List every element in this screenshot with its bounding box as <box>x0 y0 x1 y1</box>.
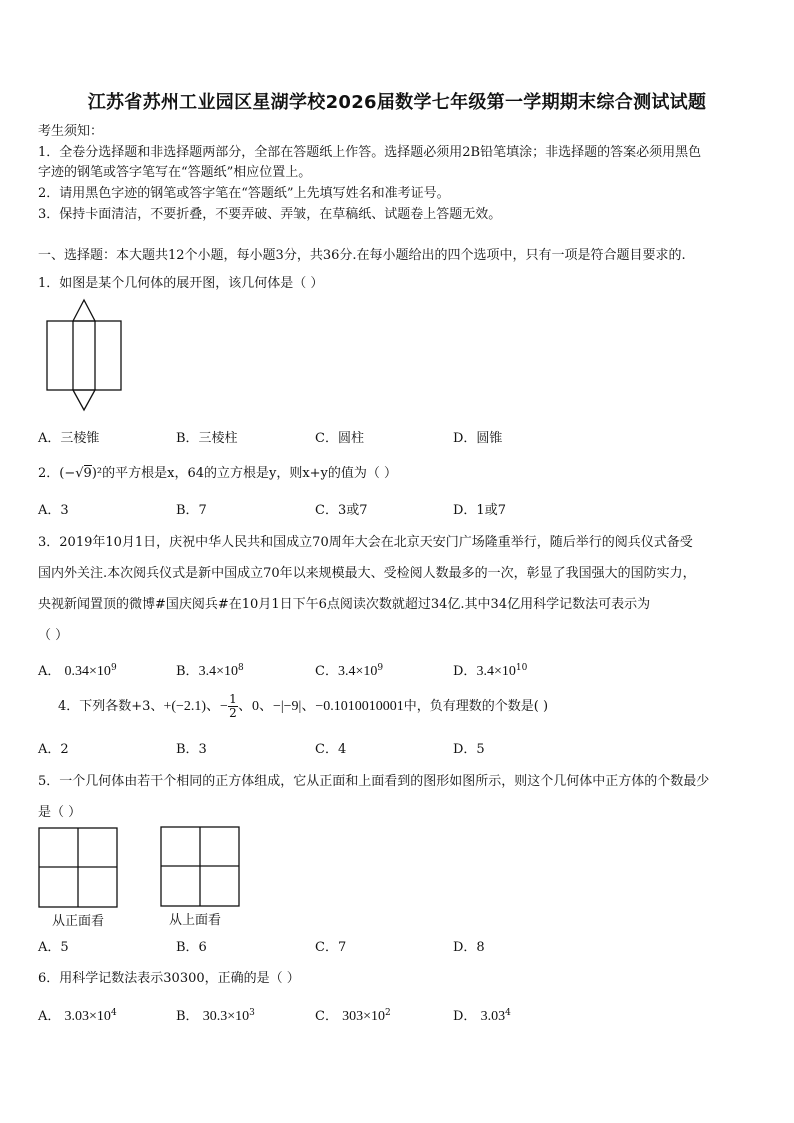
section-heading: 一、选择题：本大题共12个小题，每小题3分，共36分.在每小题给出的四个选项中，只有一项是符合题目要求的. <box>38 248 686 263</box>
q4-prefix: 4．下列各数+3、 <box>58 699 164 714</box>
question-6-stem: 6．用科学记数法表示30300，正确的是（ ） <box>38 971 300 986</box>
fraction <box>228 693 238 720</box>
q4-option-a: A．2 <box>38 742 69 757</box>
q6-option-d-exp: 4 <box>505 1008 511 1018</box>
q3-option-a-label: A． <box>38 664 61 679</box>
q6-option-a-exp: 4 <box>110 1008 117 1018</box>
q3-option-b <box>176 660 244 680</box>
question-3-line: 央视新闻置顶的微博#国庆阅兵#在10月1日下午6点阅读次数就超过34亿.其中34亿用科学记数法可表示为 <box>38 597 651 612</box>
top-view-caption: 从上面看 <box>169 913 222 928</box>
q4-option-d: D．5 <box>453 742 485 757</box>
q2-radicand: 9 <box>83 466 92 481</box>
q6-option-d-base: 3.03 <box>480 1009 506 1024</box>
prism-net-figure <box>44 298 124 413</box>
question-5-line: 是（ ） <box>38 805 82 820</box>
question-1-stem: 1．如图是某个几何体的展开图，该几何体是（ ） <box>38 276 324 291</box>
q3-option-d-exp: 10 <box>515 663 528 673</box>
q6-option-c-exp: 2 <box>385 1008 391 1018</box>
q2-option-a: A．3 <box>38 503 69 518</box>
front-view-caption: 从正面看 <box>52 914 105 929</box>
question-4-stem <box>58 693 548 720</box>
q6-option-d-label: D． <box>453 1009 477 1024</box>
q3-option-d-base: 3.4×10 <box>476 664 516 679</box>
question-3-line: （ ） <box>38 628 69 643</box>
q2-option-d: D．1或7 <box>453 503 506 518</box>
question-5-line: 5．一个几何体由若干个相同的正方体组成，它从正面和上面看到的图形如图所示，则这个几何体中正方体的个数最少 <box>38 774 710 789</box>
q6-option-b-label: B． <box>176 1009 199 1024</box>
q5-option-d: D．8 <box>453 940 485 955</box>
q2-option-c: C．3或7 <box>315 503 368 518</box>
q3-option-c-exp: 9 <box>377 663 384 673</box>
fraction-denominator: 2 <box>229 706 237 720</box>
q3-option-a <box>38 660 117 680</box>
page-title: 江苏省苏州工业园区星湖学校2026届数学七年级第一学期期末综合测试试题 <box>87 92 707 113</box>
notice-item: 3．保持卡面清洁，不要折叠，不要弄破、弄皱，在草稿纸、试题卷上答题无效。 <box>38 207 502 222</box>
question-2-stem <box>38 462 397 481</box>
q2-minus: − <box>64 466 76 481</box>
q4-term-b: 、0、−|−9|、−0.1010010001 <box>237 699 404 714</box>
q6-option-a-label: A． <box>38 1009 61 1024</box>
q3-option-b-exp: 8 <box>237 663 244 673</box>
top-view-grid <box>160 826 240 907</box>
front-view-grid <box>38 827 118 908</box>
q1-option-a: A．三棱锥 <box>38 431 100 446</box>
q6-option-c-base: 303×10 <box>342 1009 385 1024</box>
q3-option-a-base: 0.34×10 <box>64 664 111 679</box>
q3-option-c <box>315 660 383 680</box>
notice-item: 2．请用黑色字迹的钢笔或答字笔在“答题纸”上先填写姓名和准考证号。 <box>38 186 450 201</box>
sqrt-icon: √ <box>75 466 84 481</box>
q5-option-c: C．7 <box>315 940 347 955</box>
question-3-line: 3．2019年10月1日，庆祝中华人民共和国成立70周年大会在北京天安门广场隆重举行，随后举行的阅兵仪式备受 <box>38 535 693 550</box>
q6-option-b-base: 30.3×10 <box>202 1009 250 1024</box>
q3-option-b-base: 3.4×10 <box>198 664 238 679</box>
q4-option-b: B．3 <box>176 742 207 757</box>
q6-option-c <box>315 1005 391 1025</box>
q6-option-c-label: C． <box>315 1009 338 1024</box>
q6-option-b-exp: 3 <box>249 1008 255 1018</box>
q3-option-d <box>453 660 527 680</box>
q2-option-b: B．7 <box>176 503 207 518</box>
q3-option-a-exp: 9 <box>110 663 117 673</box>
q1-option-c: C．圆柱 <box>315 431 364 446</box>
q3-option-b-label: B． <box>176 664 199 679</box>
fraction-numerator: 1 <box>229 692 237 706</box>
q6-option-b <box>176 1005 255 1025</box>
question-3-line: 国内外关注.本次阅兵仪式是新中国成立70年以来规模最大、受检阅人数最多的一次，彰显了我国强大的国防实力， <box>38 566 696 581</box>
q1-option-d: D．圆锥 <box>453 431 503 446</box>
q1-option-b: B．三棱柱 <box>176 431 238 446</box>
q6-option-d <box>453 1005 511 1025</box>
q5-option-a: A．5 <box>38 940 69 955</box>
q2-prefix: 2．( <box>38 466 65 481</box>
notice-item: 字迹的钢笔或答字笔写在“答题纸”相应位置上。 <box>38 165 312 180</box>
q3-option-c-label: C． <box>315 664 338 679</box>
q2-suffix: )²的平方根是x，64的立方根是y，则x+y的值为（ ） <box>91 466 398 481</box>
notice-item: 1．全卷分选择题和非选择题两部分，全部在答题纸上作答。选择题必须用2B铅笔填涂；非选择题的答案必须用黑色 <box>38 145 702 160</box>
notice-heading: 考生须知： <box>38 124 104 139</box>
q5-option-b: B．6 <box>176 940 207 955</box>
q3-option-c-base: 3.4×10 <box>337 664 378 679</box>
q4-term-a: +(−2.1)、− <box>163 699 228 714</box>
q3-option-d-label: D． <box>453 664 477 679</box>
q6-option-a <box>38 1005 117 1025</box>
q4-suffix: 中，负有理数的个数是( ) <box>403 699 549 714</box>
q4-option-c: C．4 <box>315 742 347 757</box>
q6-option-a-base: 3.03×10 <box>64 1009 111 1024</box>
